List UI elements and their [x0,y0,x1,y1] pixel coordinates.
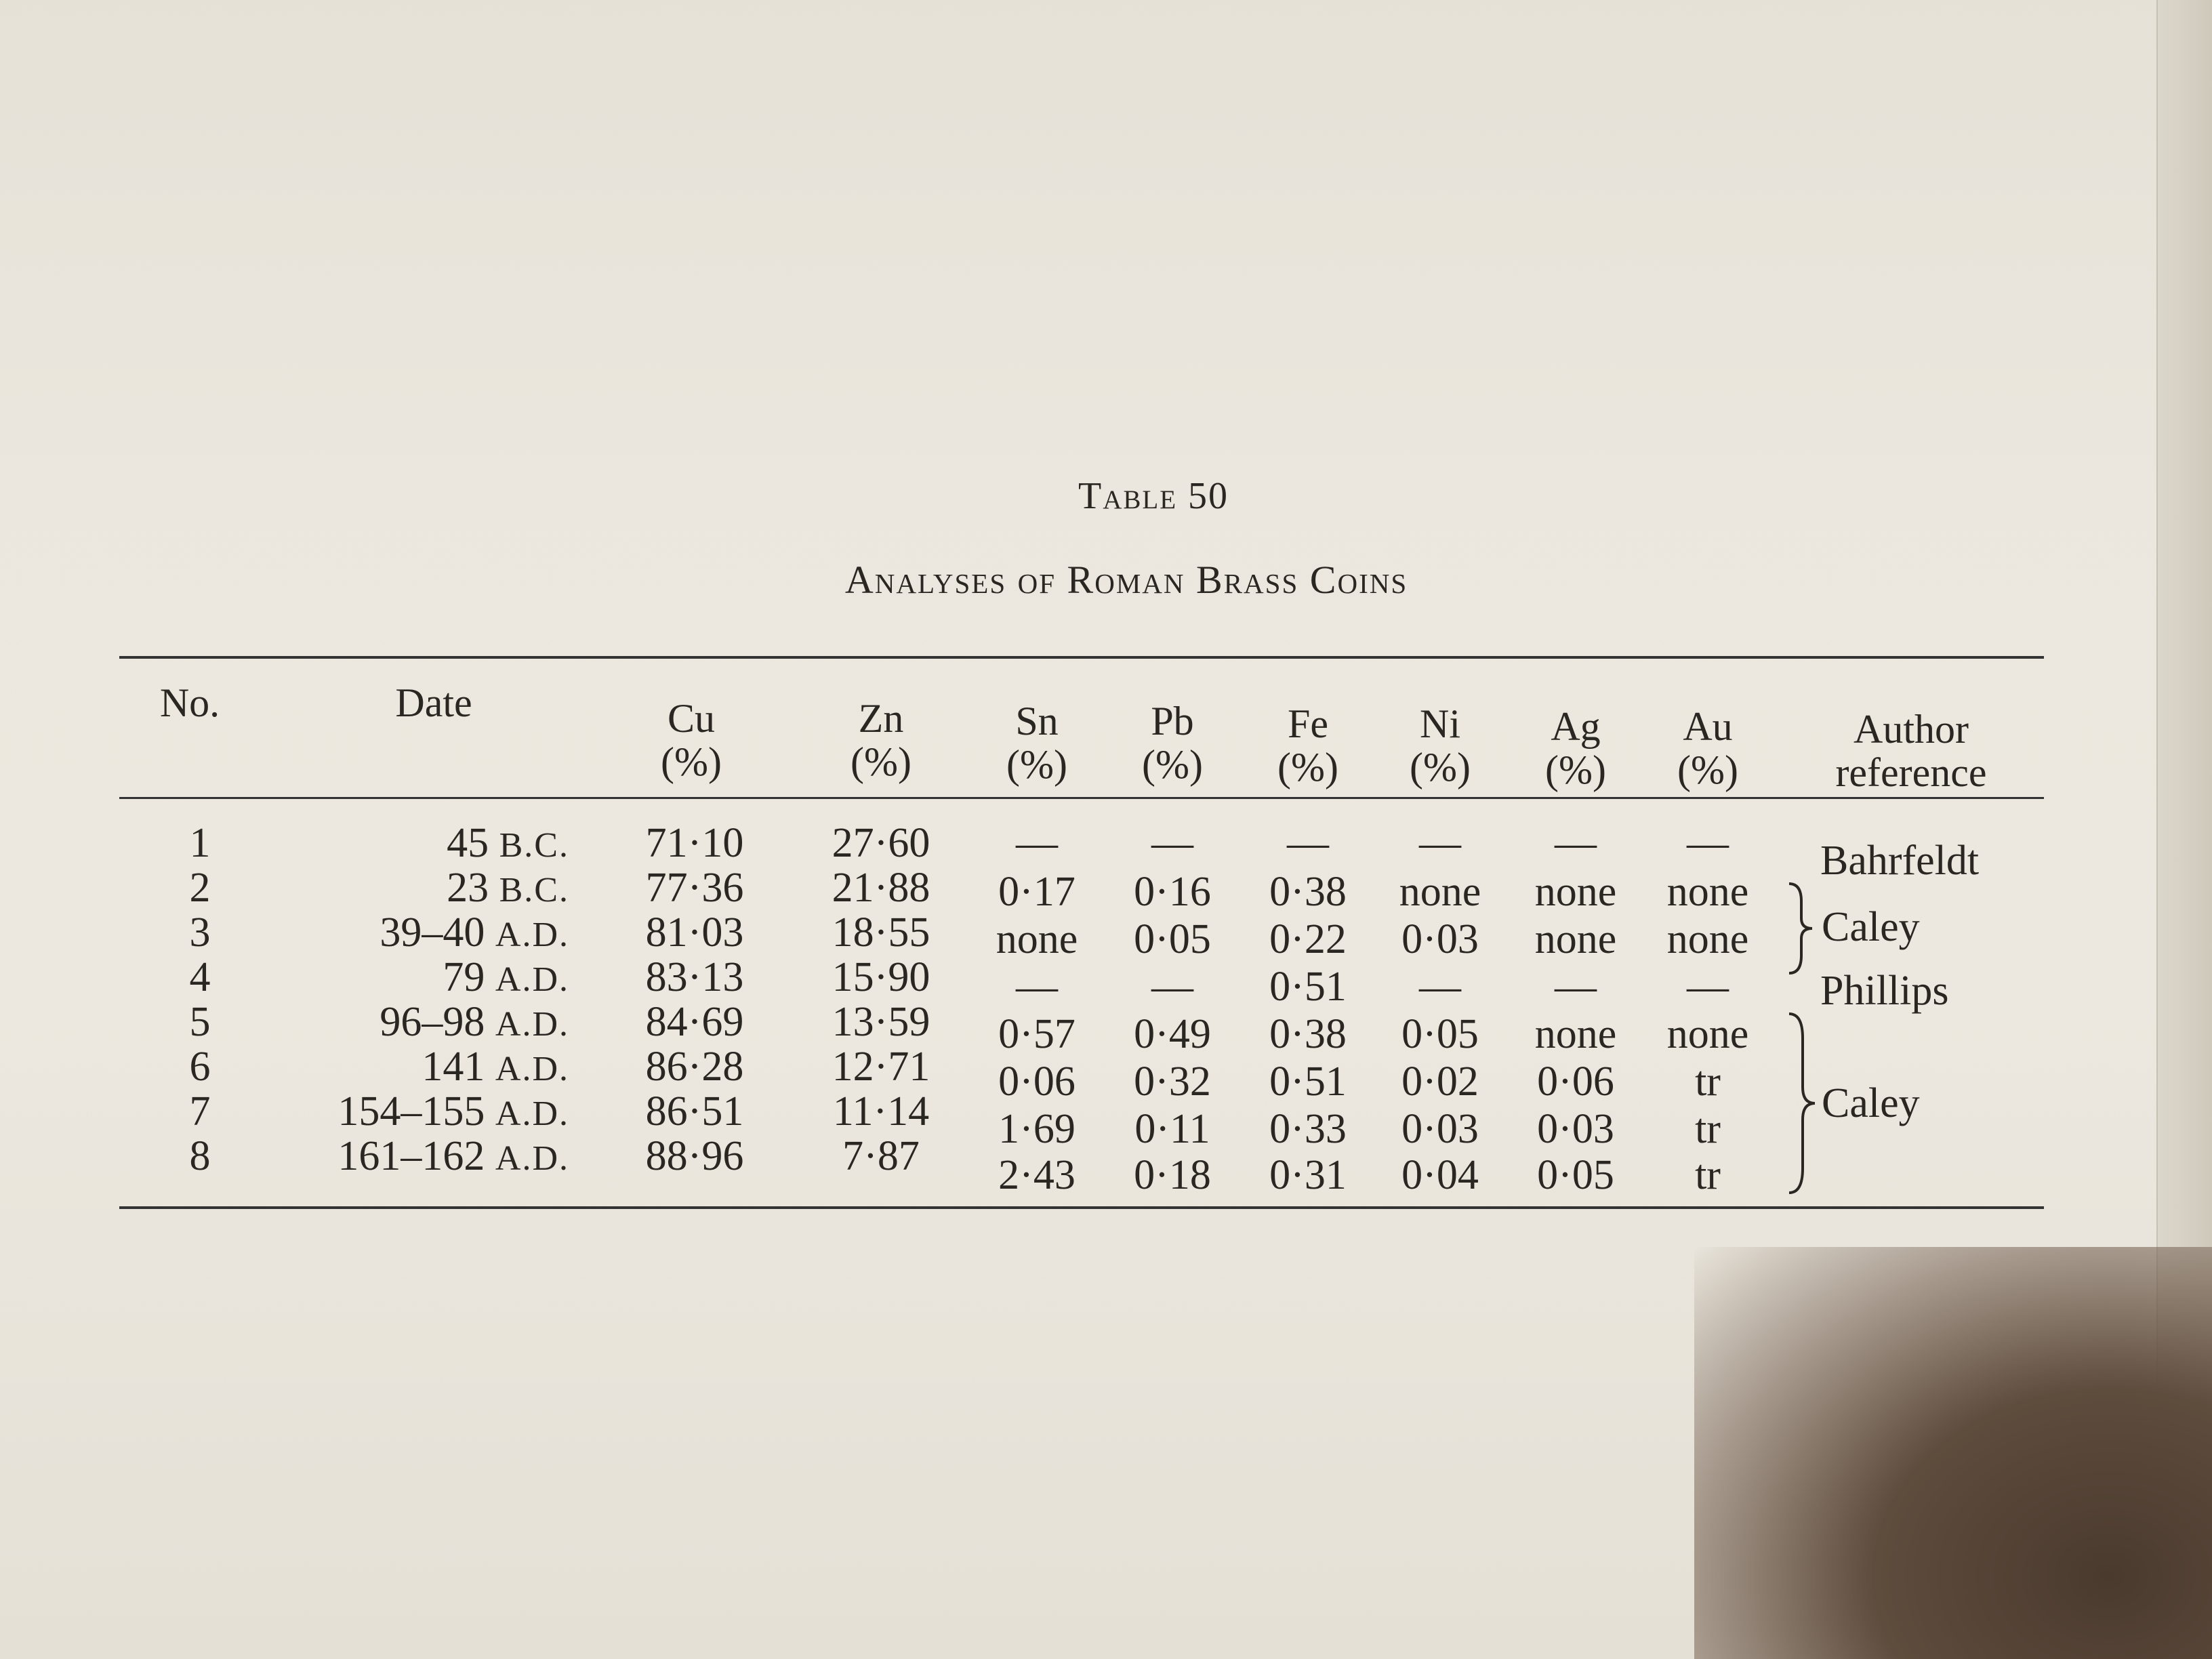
cell-no: 1 [189,820,211,866]
cell-pb: 0·11 [1134,1106,1210,1152]
cell-date [244,1134,569,1181]
cell-ni: none [1399,869,1481,915]
header-pb-unit: (%) [1142,742,1203,787]
cell-cu: 86·51 [645,1088,744,1134]
cell-date [244,956,569,1002]
cell-date-era: A.D. [495,1050,569,1088]
header-cu-symbol: Cu [667,696,716,741]
cell-pb: 0·05 [1134,916,1211,962]
cell-fe: 0·38 [1269,1011,1347,1057]
header-sn-symbol: Sn [1015,699,1059,743]
cell-fe: 0·33 [1269,1106,1347,1152]
cell-ag: 0·05 [1537,1152,1614,1198]
author-phillips: Phillips [1820,968,1949,1014]
cell-au: — [1687,820,1729,866]
cell-ag: 0·06 [1537,1059,1614,1105]
cell-date-era: A.D. [495,1139,569,1178]
cell-sn: 0·57 [998,1011,1076,1057]
cell-no: 5 [189,999,211,1045]
cell-date [244,1045,569,1091]
cell-date-era: B.C. [499,871,569,909]
header-ni [1372,702,1508,789]
cell-sn: — [1016,820,1058,866]
cell-au: tr [1695,1152,1721,1198]
cell-ni: 0·04 [1401,1152,1479,1198]
cell-cu: 88·96 [645,1133,744,1179]
cell-fe: 0·38 [1269,869,1347,915]
cell-fe: — [1287,820,1329,866]
cell-ni: 0·05 [1401,1011,1479,1057]
cell-zn: 11·14 [832,1088,930,1134]
header-ag-unit: (%) [1545,747,1606,792]
header-ni-unit: (%) [1410,745,1471,790]
cell-cu: 77·36 [645,865,744,911]
author-caley-1: Caley [1822,904,1920,950]
header-ag [1508,705,1643,792]
cell-date-year: 45 [447,820,489,866]
cell-zn: 12·71 [832,1044,930,1090]
cell-ag: 0·03 [1537,1106,1614,1152]
header-zn-symbol: Zn [858,696,904,741]
cell-pb: 0·18 [1134,1152,1211,1198]
cell-fe: 0·22 [1269,916,1347,962]
cell-au: none [1666,1011,1749,1057]
cell-sn: 0·06 [998,1059,1076,1105]
cell-pb: 0·49 [1134,1011,1211,1057]
cell-ni: 0·03 [1401,1106,1479,1152]
cell-cu: 84·69 [645,999,744,1045]
cell-no: 2 [189,865,211,911]
cell-ni: 0·03 [1401,916,1479,962]
cell-cu: 86·28 [645,1044,744,1090]
cell-ag: none [1534,1011,1617,1057]
cell-ni: 0·02 [1401,1059,1479,1105]
cell-date-era: A.D. [495,1005,569,1044]
header-zn [813,697,949,783]
cell-cu: 71·10 [645,820,744,866]
cell-date-year: 161–162 [337,1133,485,1179]
cell-ni: — [1419,820,1461,866]
cell-au: tr [1695,1106,1721,1152]
cell-date-year: 23 [447,865,489,911]
cell-cu: 81·03 [645,909,744,956]
cell-no: 3 [189,909,211,956]
cell-date [244,911,569,957]
cell-au: — [1687,964,1729,1010]
brace-rows-2-3 [1782,881,1823,976]
cell-zn: 18·55 [832,909,930,956]
cell-date-year: 141 [422,1044,485,1090]
header-sn-unit: (%) [1006,742,1067,787]
header-fe-unit: (%) [1277,745,1338,790]
cell-zn: 27·60 [832,820,930,866]
cell-date-year: 79 [443,954,485,1000]
cell-pb: 0·32 [1134,1059,1211,1105]
cell-pb: 0·16 [1134,869,1211,915]
cell-sn: 0·17 [998,869,1076,915]
author-bahrfeldt: Bahrfeldt [1820,838,1980,884]
cell-sn: none [996,916,1078,962]
author-caley-2: Caley [1822,1080,1920,1126]
header-date: Date [395,680,472,725]
header-rule [119,797,2044,799]
cell-date-era: A.D. [495,1094,569,1133]
cell-date [244,1090,569,1136]
cell-au: none [1666,916,1749,962]
cell-date-era: B.C. [499,826,569,865]
top-rule [119,656,2044,659]
cell-cu: 83·13 [645,954,744,1000]
cell-date-year: 39–40 [380,909,485,956]
cell-ag: — [1555,820,1597,866]
header-au-unit: (%) [1677,747,1738,792]
header-au [1640,705,1776,792]
cell-pb: — [1151,820,1193,866]
cell-fe: 0·51 [1269,964,1347,1010]
cell-date-year: 96–98 [380,999,485,1045]
header-cu-unit: (%) [661,739,722,784]
header-sn [969,699,1105,786]
cell-zn: 7·87 [842,1133,920,1179]
cell-no: 6 [189,1044,211,1090]
header-pb [1105,699,1240,786]
cell-fe: 0·51 [1269,1059,1347,1105]
cell-fe: 0·31 [1269,1152,1347,1198]
header-author-reference [1789,708,2033,794]
cell-au: none [1666,869,1749,915]
header-ni-symbol: Ni [1420,701,1460,746]
cell-ag: none [1534,916,1617,962]
header-ag-symbol: Ag [1551,704,1601,749]
cell-no: 4 [189,954,211,1000]
cell-sn: 2·43 [998,1152,1076,1198]
cell-zn: 21·88 [832,865,930,911]
table-number: Table 50 [1078,475,1229,517]
cell-ni: — [1419,964,1461,1010]
cell-date [244,866,569,912]
cell-pb: — [1151,964,1193,1010]
header-author-line2: reference [1835,750,1987,795]
header-pb-symbol: Pb [1151,699,1194,743]
brace-rows-5-8 [1782,1011,1823,1195]
cell-date-era: A.D. [495,916,569,954]
cell-no: 7 [189,1088,211,1134]
cell-sn: — [1016,964,1058,1010]
header-au-symbol: Au [1683,704,1733,749]
header-no: No. [159,680,220,725]
cell-date-year: 154–155 [337,1088,485,1134]
header-fe [1240,702,1376,789]
cell-date [244,1000,569,1046]
header-cu [623,697,759,783]
cell-sn: 1·69 [998,1106,1076,1152]
bottom-rule [119,1206,2044,1209]
cell-zn: 15·90 [832,954,930,1000]
cell-date-era: A.D. [495,960,569,999]
cell-ag: — [1555,964,1597,1010]
header-fe-symbol: Fe [1288,701,1328,746]
cell-au: tr [1695,1059,1721,1105]
cell-no: 8 [189,1133,211,1179]
header-author-line1: Author [1853,707,1969,752]
cell-zn: 13·59 [832,999,930,1045]
cell-ag: none [1534,869,1617,915]
header-zn-unit: (%) [851,739,912,784]
hand-shadow [1694,1247,2212,1659]
table-title: Analyses of Roman Brass Coins [844,558,1408,602]
cell-date [244,821,569,867]
